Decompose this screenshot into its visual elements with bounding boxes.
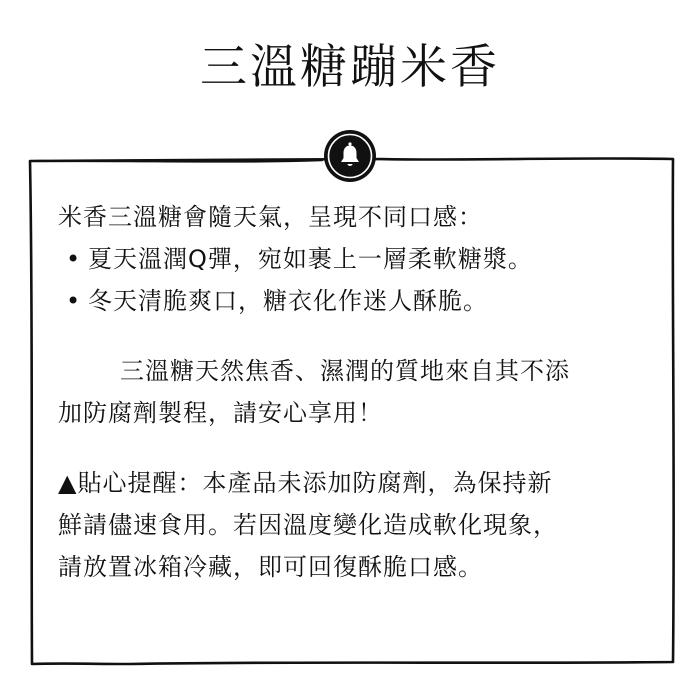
- page-title: 三溫糖蹦米香: [200, 40, 500, 95]
- notice-line-2: 鮮請儘速食用。若因溫度變化造成軟化現象，: [58, 511, 558, 539]
- bullet-dot: •: [66, 245, 82, 273]
- bell-icon: [321, 127, 379, 185]
- paragraph-line-1: 三溫糖天然焦香、濕潤的質地來自其不添: [120, 357, 570, 385]
- intro-line: 米香三溫糖會隨天氣，呈現不同口感：: [58, 203, 483, 231]
- bullet-dot: •: [66, 287, 82, 315]
- notice-line-3: 請放置冰箱冷藏，即可回復酥脆口感。: [58, 553, 483, 581]
- bullet-item-winter: [58, 280, 658, 322]
- paragraph-line-2: 加防腐劑製程，請安心享用！: [58, 399, 383, 427]
- bullet-text: 夏天溫潤Q彈，宛如裹上一層柔軟糖漿。: [88, 245, 533, 273]
- bullet-item-summer: [58, 238, 658, 280]
- description-block: [58, 196, 658, 588]
- notice-line-1: ▲貼心提醒：本產品未添加防腐劑，為保持新: [58, 469, 553, 497]
- bullet-text: 冬天清脆爽口，糖衣化作迷人酥脆。: [88, 287, 488, 315]
